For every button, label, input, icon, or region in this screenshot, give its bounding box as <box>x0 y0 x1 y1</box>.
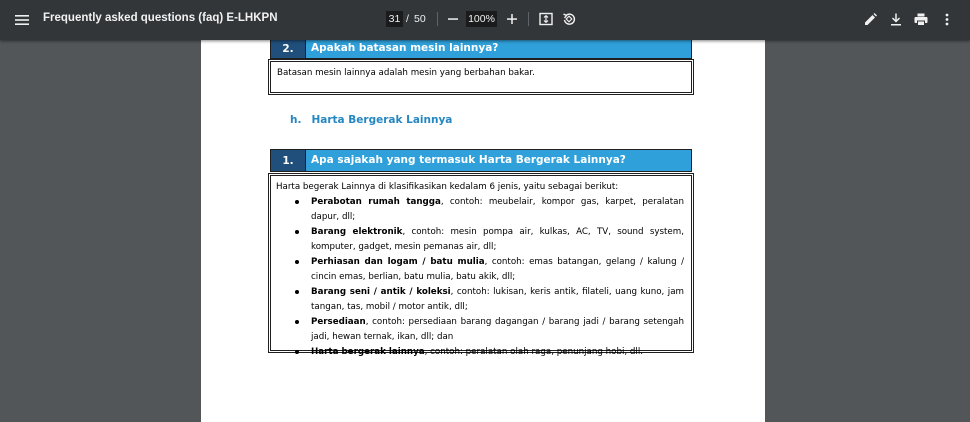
item-description: , contoh: lukisan, keris antik, filateli, uang kuno, jam tangan, tas, mobil / motor antik, dll; <box>311 287 684 312</box>
answer-box <box>270 61 692 93</box>
fit-to-page-icon <box>539 12 553 26</box>
list-item <box>271 315 689 345</box>
question-text: Apa sajakah yang termasuk Harta Bergerak Lainnya? <box>311 154 626 166</box>
zoom-in-button[interactable] <box>504 11 520 27</box>
toolbar-divider <box>437 12 438 26</box>
item-description: , contoh: emas batangan, gelang / kalung / cincin emas, berlian, batu mulia, batu akik, dll; <box>311 257 685 282</box>
toolbar-divider <box>528 12 529 26</box>
item-term: Persediaan <box>311 317 366 327</box>
section-title: Harta Bergerak Lainnya <box>311 114 453 126</box>
more-vert-icon <box>945 13 949 26</box>
zoom-level-input[interactable]: 100% <box>466 11 497 27</box>
zoom-out-icon <box>447 13 459 25</box>
download-button[interactable] <box>888 11 904 27</box>
page-separator: / <box>406 13 409 25</box>
question-header <box>270 38 692 59</box>
section-heading <box>290 114 452 126</box>
annotate-button[interactable] <box>862 11 878 27</box>
rotate-button[interactable] <box>561 11 577 27</box>
list-item <box>271 255 689 285</box>
total-pages: 50 <box>414 13 426 25</box>
zoom-in-icon <box>506 13 518 25</box>
list-item <box>271 225 689 255</box>
answer-text: Batasan mesin lainnya adalah mesin yang berbahan bakar. <box>277 68 535 78</box>
print-icon <box>914 13 928 26</box>
document-title: Frequently asked questions (faq) E-LHKPN <box>43 12 278 24</box>
question-text: Apakah batasan mesin lainnya? <box>311 42 499 54</box>
pen-icon <box>864 13 877 26</box>
answer-intro: Harta begerak Lainnya di klasifikasikan kedalam 6 jenis, yaitu sebagai berikut: <box>276 182 619 192</box>
item-description: , contoh: meubelair, kompor gas, karpet, peralatan dapur, dll; <box>311 197 684 222</box>
list-item <box>271 345 689 360</box>
answer-box <box>270 175 692 357</box>
section-letter: h. <box>290 114 302 126</box>
print-button[interactable] <box>913 11 929 27</box>
rotate-icon <box>562 12 576 26</box>
pdf-toolbar <box>0 0 970 40</box>
download-icon <box>890 13 902 26</box>
item-description: , contoh: peralatan olah raga, penunjang hobi, dll. <box>424 347 644 357</box>
question-header <box>270 149 692 172</box>
fit-to-page-button[interactable] <box>538 11 554 27</box>
item-description: , contoh: persediaan barang dagangan / barang jadi / barang setengah jadi, hewan ternak, ikan, dll; dan <box>311 317 684 342</box>
category-list <box>271 195 689 360</box>
list-item <box>271 195 689 225</box>
item-description: , contoh: mesin pompa air, kulkas, AC, TV, sound system, komputer, gadget, mesin pemanas air, dll; <box>311 227 684 252</box>
item-term: Perabotan rumah tangga <box>311 197 441 207</box>
item-term: Barang seni / antik / koleksi <box>311 287 451 297</box>
more-options-button[interactable] <box>940 11 954 27</box>
menu-icon <box>15 14 29 26</box>
item-term: Harta bergerak lainnya <box>311 347 425 357</box>
question-number: 1. <box>271 150 306 171</box>
question-number: 2. <box>271 39 306 58</box>
page-number-input[interactable]: 31 <box>386 11 403 27</box>
pdf-page <box>201 40 765 422</box>
item-term: Barang elektronik <box>311 227 403 237</box>
item-term: Perhiasan dan logam / batu mulia <box>311 257 485 267</box>
zoom-out-button[interactable] <box>445 11 461 27</box>
menu-button[interactable] <box>10 8 34 32</box>
list-item <box>271 285 689 315</box>
